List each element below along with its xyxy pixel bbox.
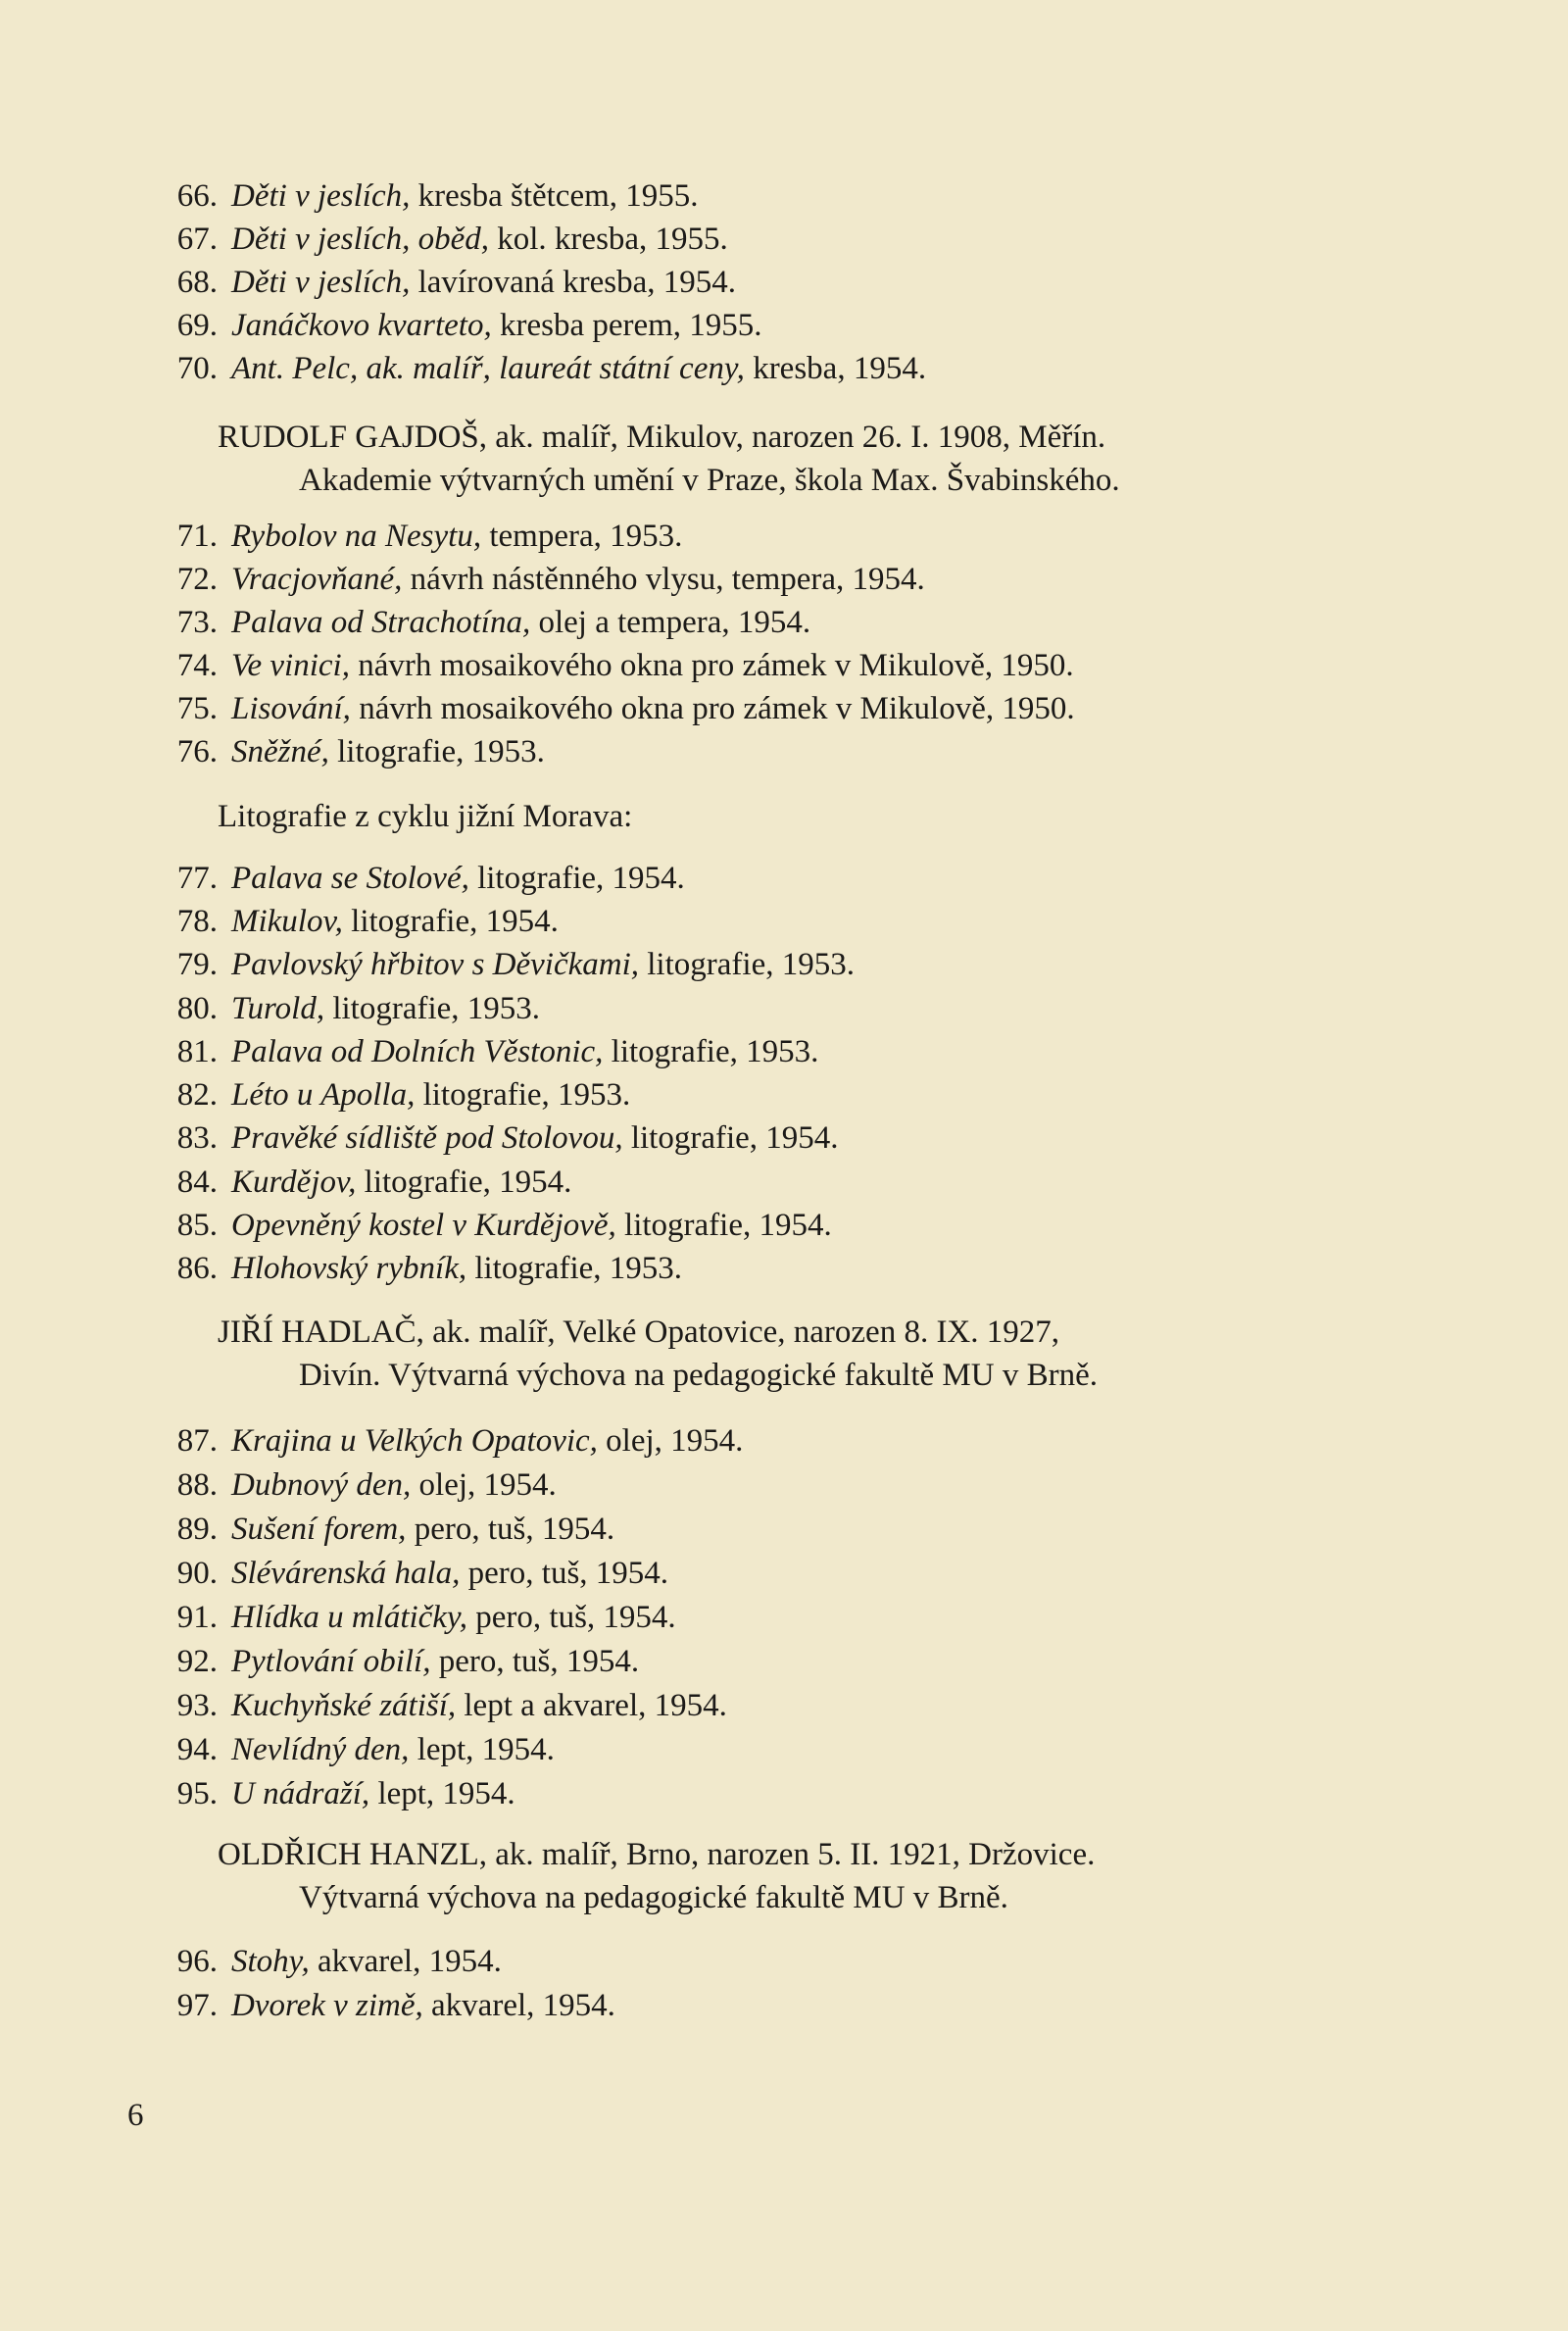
catalog-entry: 89. Sušení forem, pero, tuš, 1954. — [176, 1512, 615, 1547]
catalog-entry: 78. Mikulov, litografie, 1954. — [176, 904, 559, 939]
catalog-entry: 85. Opevněný kostel v Kurdějově, litografie, 1954. — [176, 1208, 832, 1243]
catalog-entry: 94. Nevlídný den, lept, 1954. — [176, 1732, 555, 1767]
artist-heading: OLDŘICH HANZL, ak. malíř, Brno, narozen 5. II. 1921, Držovice. — [218, 1837, 1096, 1872]
catalog-entry: 83. Pravěké sídliště pod Stolovou, litografie, 1954. — [176, 1120, 839, 1156]
catalog-entry: 91. Hlídka u mlátičky, pero, tuš, 1954. — [176, 1600, 676, 1635]
catalog-entry: 96. Stohy, akvarel, 1954. — [176, 1944, 502, 1979]
catalog-entry: 74. Ve vinici, návrh mosaikového okna pro zámek v Mikulově, 1950. — [176, 648, 1074, 683]
catalog-entry: 66. Děti v jeslích, kresba štětcem, 1955. — [176, 178, 699, 214]
page-number: 6 — [127, 2098, 144, 2133]
catalog-entry: 88. Dubnový den, olej, 1954. — [176, 1467, 557, 1503]
catalog-entry: 92. Pytlování obilí, pero, tuš, 1954. — [176, 1644, 640, 1679]
artist-bio: Akademie výtvarných umění v Praze, škola Max. Švabinského. — [299, 463, 1120, 498]
catalog-entry: 81. Palava od Dolních Věstonic, litografie, 1953. — [176, 1034, 819, 1069]
artist-heading: JIŘÍ HADLAČ, ak. malíř, Velké Opatovice, narozen 8. IX. 1927, — [218, 1314, 1060, 1350]
catalog-entry: 73. Palava od Strachotína, olej a tempera, 1954. — [176, 605, 811, 640]
catalog-entry: 90. Slévárenská hala, pero, tuš, 1954. — [176, 1556, 669, 1591]
catalog-entry: 71. Rybolov na Nesytu, tempera, 1953. — [176, 519, 683, 554]
catalog-entry: 67. Děti v jeslích, oběd, kol. kresba, 1955. — [176, 222, 728, 257]
catalog-entry: 86. Hlohovský rybník, litografie, 1953. — [176, 1251, 683, 1286]
catalog-entry: 84. Kurdějov, litografie, 1954. — [176, 1165, 572, 1200]
section-label: Litografie z cyklu jižní Morava: — [218, 799, 633, 834]
catalog-entry: 93. Kuchyňské zátiší, lept a akvarel, 1954. — [176, 1688, 727, 1723]
catalog-entry: 72. Vracjovňané, návrh nástěnného vlysu, tempera, 1954. — [176, 562, 925, 597]
catalog-entry: 80. Turold, litografie, 1953. — [176, 991, 541, 1026]
catalog-entry: 69. Janáčkovo kvarteto, kresba perem, 1955. — [176, 308, 762, 343]
artist-bio: Výtvarná výchova na pedagogické fakultě MU v Brně. — [299, 1880, 1008, 1915]
catalog-entry: 76. Sněžné, litografie, 1953. — [176, 734, 545, 769]
artist-heading: RUDOLF GAJDOŠ, ak. malíř, Mikulov, narozen 26. I. 1908, Měřín. — [218, 420, 1106, 455]
catalog-entry: 97. Dvorek v zimě, akvarel, 1954. — [176, 1988, 615, 2023]
catalog-entry: 75. Lisování, návrh mosaikového okna pro zámek v Mikulově, 1950. — [176, 691, 1075, 726]
catalog-entry: 77. Palava se Stolové, litografie, 1954. — [176, 861, 685, 896]
catalog-entry: 95. U nádraží, lept, 1954. — [176, 1776, 515, 1811]
catalog-entry: 87. Krajina u Velkých Opatovic, olej, 1954. — [176, 1423, 744, 1459]
catalog-entry: 79. Pavlovský hřbitov s Děvičkami, litografie, 1953. — [176, 947, 855, 982]
catalog-entry: 68. Děti v jeslích, lavírovaná kresba, 1954. — [176, 265, 737, 300]
artist-bio: Divín. Výtvarná výchova na pedagogické fakultě MU v Brně. — [299, 1358, 1098, 1393]
catalog-entry: 70. Ant. Pelc, ak. malíř, laureát státní ceny, kresba, 1954. — [176, 351, 927, 386]
catalog-entry: 82. Léto u Apolla, litografie, 1953. — [176, 1077, 631, 1113]
